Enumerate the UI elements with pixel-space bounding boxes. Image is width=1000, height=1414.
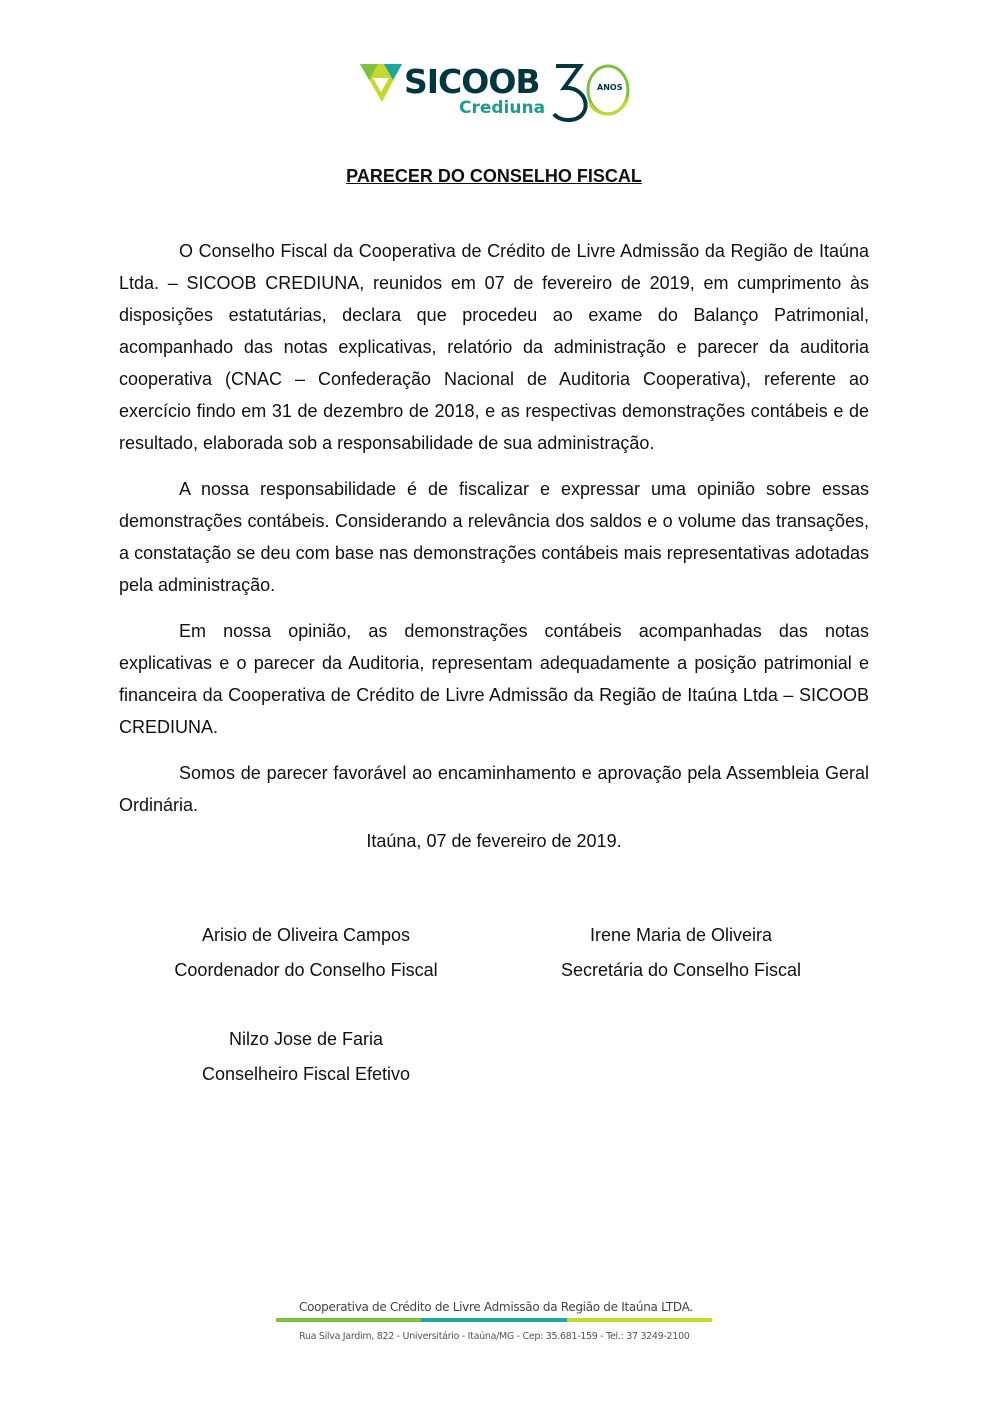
place-date: Itaúna, 07 de fevereiro de 2019. [366,831,622,851]
logo-anos: ANOS [597,83,623,92]
signer-name: Nilzo Jose de Faria [228,1029,384,1049]
signer-role: Coordenador do Conselho Fiscal [174,960,438,980]
signature-block [511,918,851,988]
page-title: PARECER DO CONSELHO FISCAL [346,166,642,186]
footer-address: Rua Silva Jardim, 822 - Universitário - Itaúna/MG - Cep: 35.681-159 - Tel.: 37 3249-2100 [299,1331,690,1342]
paragraph: O Conselho Fiscal da Cooperativa de Crédito de Livre Admissão da Região de Itaúna Ltda. – SICOOB CREDIUNA, reunidos em 07 de fevereiro de 2019, em cumprimento às disposições estatutárias, declara que procedeu ao exame do Balanço Patrimonial, acompanhado das notas explicativas, relatório da administração e parecer da auditoria cooperativa (CNAC – Confederação Nacional de Auditoria Cooperativa), referente ao exercício findo em 31 de dezembro de 2018, e as respectivas demonstrações contábeis e de resultado, elaborada sob a responsabilidade de sua administração. [119,241,869,453]
signer-name: Arisio de Oliveira Campos [201,925,411,945]
signature-block [136,1022,476,1092]
signer-name: Irene Maria de Oliveira [589,925,773,945]
sicoob-logo [358,58,633,124]
signature-block [136,918,476,988]
signer-role: Conselheiro Fiscal Efetivo [201,1064,411,1084]
document-body [119,235,869,835]
paragraph: Em nossa opinião, as demonstrações contábeis acompanhadas das notas explicativas e o parecer da Auditoria, representam adequadamente a posição patrimonial e financeira da Cooperativa de Crédito de Livre Admissão da Região de Itaúna Ltda – SICOOB CREDIUNA. [119,621,869,737]
footer-company: Cooperativa de Crédito de Livre Admissão da Região de Itaúna LTDA. [299,1300,693,1314]
paragraph: A nossa responsabilidade é de fiscalizar e expressar uma opinião sobre essas demonstrações contábeis. Considerando a relevância dos saldos e o volume das transações, a constatação se deu com base nas demonstrações contábeis mais representativas adotadas pela administração. [119,479,869,595]
signer-role: Secretária do Conselho Fiscal [560,960,802,980]
paragraph: Somos de parecer favorável ao encaminhamento e aprovação pela Assembleia Geral Ordinária. [119,763,869,815]
footer-color-bar [276,1318,712,1322]
logo-brand: SICOOB [404,62,540,101]
logo-sub: Crediuna [459,98,546,118]
footer [276,1300,712,1342]
